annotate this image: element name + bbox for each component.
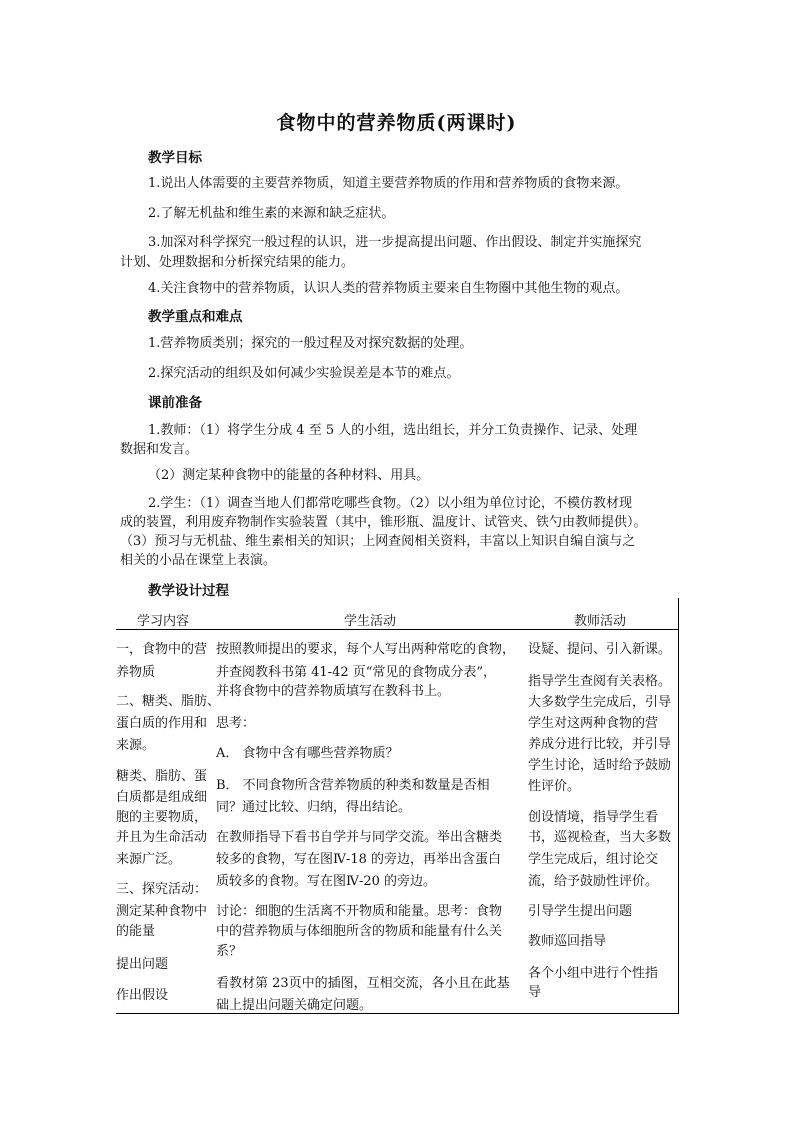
col3-line-4: 养成分进行比较，并引导: [528, 737, 672, 752]
table-header-student: 学生活动: [344, 614, 397, 629]
goal-3-line-1: 3.加深对科学探究一般过程的认识，进一步提高提出问题、作出假设、制定并实施探究: [148, 235, 642, 250]
col1-line-2: 二、糖类、脂肪、: [116, 694, 221, 709]
prep-teacher-line-1: 1.教师：（1）将学生分成 4 至 5 人的小组，选出组长，并分工负责操作、记录、处理: [148, 423, 638, 438]
col1-line-8: 并且为生命活动: [116, 830, 208, 845]
prep-teacher-line-2: 数据和发言。: [120, 442, 199, 457]
col3-line-13: 各个小组中进行个性指: [528, 966, 659, 981]
col3-line-3: 学生对这两种食物的营: [528, 716, 659, 731]
col2-line-8: 较多的食物，写在图Ⅳ-18 的旁边，再举出含蛋白: [216, 852, 502, 867]
col1-line-14: 作出假设: [116, 988, 169, 1003]
key-point-1: 1.营养物质类别；探究的一般过程及对探究数据的处理。: [148, 336, 473, 351]
heading-preparation: 课前准备: [148, 395, 202, 411]
heading-goals: 教学目标: [148, 150, 202, 166]
col2-line-7: 在教师指导下看书自学并与同学交流。举出含糖类: [216, 830, 503, 845]
prep-student-line-2: 成的装置，利用废弃物制作实验装置（其中，锥形瓶、温度计、试管夹、铁勺由教师提供）。: [120, 515, 647, 530]
col2-line-13: 看教材第 23页中的插图，互相交流，各小且在此基: [216, 976, 510, 991]
table-right-border: [678, 598, 679, 1014]
col3-line-0: 设疑、提问、引入新课。: [528, 642, 672, 657]
col3-line-5: 学生讨论，适时给予鼓励: [528, 758, 672, 773]
col2-line-4: A． 食物中含有哪些营养物质？: [216, 746, 399, 761]
col1-line-12: 的能量: [116, 924, 156, 939]
col2-line-0: 按照教师提出的要求，每个人写出两种常吃的食物，: [216, 642, 516, 657]
col2-line-12: 系？: [216, 944, 243, 959]
col3-line-12: 教师巡回指导: [528, 934, 607, 949]
col2-line-1: 并查阅教科书第 41-42 页“常见的食物成分表”，: [216, 665, 497, 680]
col3-line-8: 书，巡视检查，当大多数: [528, 830, 672, 845]
prep-student-line-1: 2.学生：（1）调查当地人们都常吃哪些食物。（2）以小组为单位讨论，不模仿教材现: [148, 496, 632, 511]
col2-line-3: 思考：: [216, 716, 256, 731]
heading-design-process: 教学设计过程: [148, 583, 229, 599]
table-header-content: 学习内容: [137, 614, 190, 629]
col3-line-2: 大多数学生完成后，引导: [528, 695, 672, 710]
col2-line-6: 同？通过比较、归纳，得出结论。: [216, 800, 412, 815]
col3-line-10: 流，给予鼓励性评价。: [528, 874, 659, 889]
col3-line-11: 引导学生提出问题: [528, 904, 633, 919]
key-point-2: 2.探究活动的组织及如何减少实验误差是本节的难点。: [148, 366, 460, 381]
prep-student-line-3: （3）预习与无机盐、维生素相关的知识；上网查阅相关资料，丰富以上知识自编自演与之: [120, 534, 636, 549]
col3-line-1: 指导学生查阅有关表格。: [528, 674, 672, 689]
col3-line-14: 导: [528, 985, 542, 1000]
table-bottom-border: [116, 1013, 679, 1014]
page-title: 食物中的营养物质(两课时): [276, 112, 517, 134]
col3-line-7: 创设情境，指导学生看: [528, 810, 659, 825]
col1-line-3: 蛋白质的作用和: [116, 716, 208, 731]
goal-2: 2.了解无机盐和维生素的来源和缺乏症状。: [148, 206, 395, 221]
col3-line-9: 学生完成后，组讨论交: [528, 852, 659, 867]
col1-line-4: 来源。: [116, 738, 156, 753]
col1-line-11: 测定某种食物中: [116, 904, 208, 919]
col1-line-6: 白质都是组成细: [116, 790, 208, 805]
col2-line-11: 中的营养物质与体细胞所含的物质和能量有什么关: [216, 924, 503, 939]
goal-4: 4.关注食物中的营养物质，认识人类的营养物质主要来自生物圈中其他生物的观点。: [148, 281, 629, 296]
col1-line-0: 一，食物中的营: [116, 642, 208, 657]
col1-line-13: 提出问题: [116, 957, 169, 972]
col2-line-2: 并将食物中的营养物质填写在教科书上。: [216, 684, 451, 699]
col2-line-9: 质较多的食物。写在图Ⅳ-20 的旁边。: [216, 874, 437, 889]
goal-1: 1.说出人体需要的主要营养物质，知道主要营养物质的作用和营养物质的食物来源。: [148, 176, 629, 191]
goal-3-line-2: 计划、处理数据和分析探究结果的能力。: [120, 255, 355, 270]
col1-line-9: 来源广泛。: [116, 852, 182, 867]
col1-line-1: 养物质: [116, 665, 156, 680]
col2-line-5: B． 不同食物所含营养物质的种类和数量是否相: [216, 778, 490, 793]
col1-line-10: 三、探究活动：: [116, 882, 208, 897]
col3-line-6: 性评价。: [528, 779, 581, 794]
prep-teacher-sub: （2）测定某种食物中的能量的各种材料、用具。: [148, 468, 430, 483]
prep-student-line-4: 相关的小品在课堂上表演。: [120, 553, 277, 568]
table-header-divider: [116, 629, 679, 630]
col2-line-14: 础上提出问题关确定问题。: [216, 998, 373, 1013]
col1-line-7: 胞的主要物质，: [116, 810, 208, 825]
col1-line-5: 糖类、脂肪、蛋: [116, 769, 208, 784]
heading-key-points: 教学重点和难点: [148, 309, 243, 325]
col2-line-10: 讨论：细胞的生活离不开物质和能量。思考：食物: [216, 904, 503, 919]
table-header-teacher: 教师活动: [574, 614, 627, 629]
